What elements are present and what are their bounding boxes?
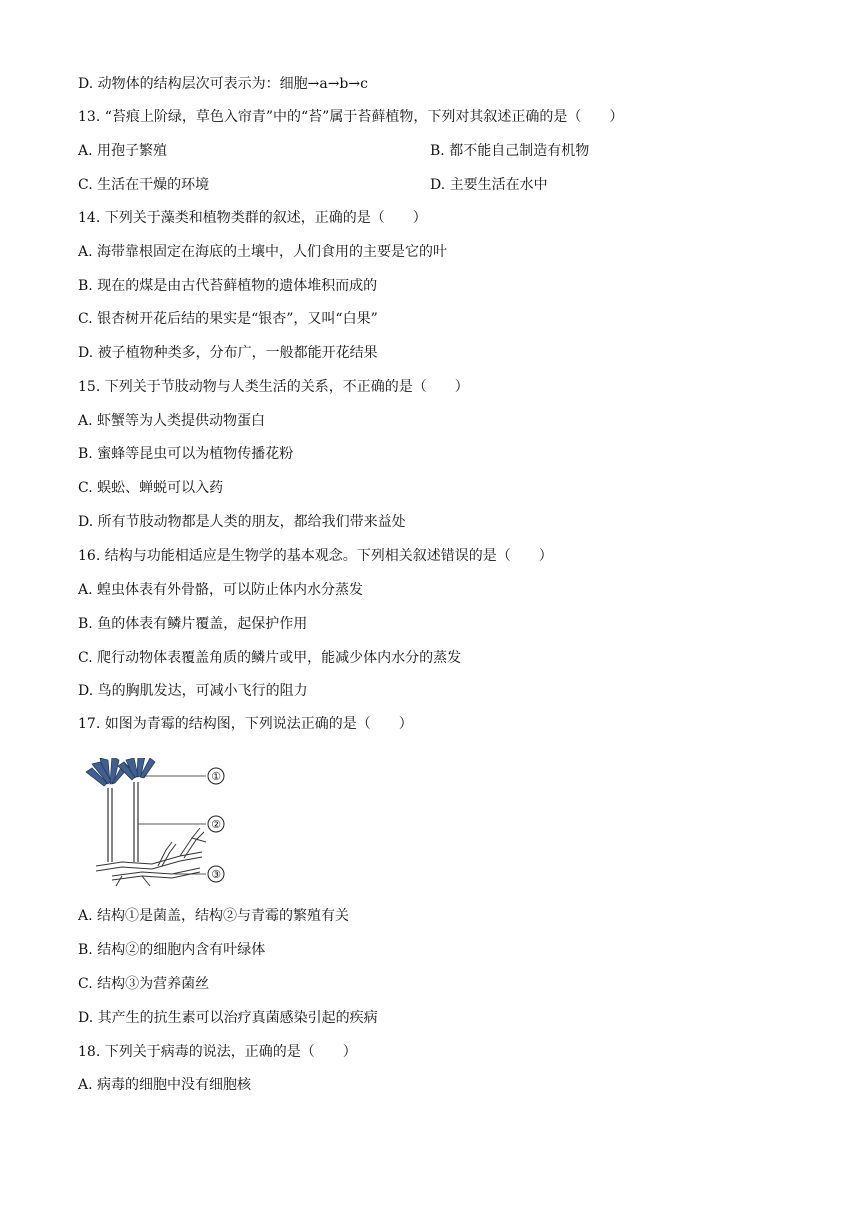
q15-option-c: C. 蜈蚣、蝉蜕可以入药 [78, 480, 224, 496]
q14-stem: 14. 下列关于藻类和植物类群的叙述，正确的是（ ） [78, 210, 427, 226]
conidiophore-stalks [108, 782, 138, 862]
penicillium-structure-figure [82, 758, 242, 890]
q16-option-b: B. 鱼的体表有鳞片覆盖，起保护作用 [78, 616, 308, 632]
q14-option-b: B. 现在的煤是由古代苔藓植物的遗体堆积而成的 [78, 278, 378, 294]
q13-option-a: A. 用孢子繁殖 [78, 143, 168, 159]
q18-option-a: A. 病毒的细胞中没有细胞核 [78, 1077, 252, 1093]
q16-option-c: C. 爬行动物体表覆盖角质的鳞片或甲，能减少体内水分的蒸发 [78, 650, 462, 666]
q17-option-a: A. 结构①是菌盖，结构②与青霉的繁殖有关 [78, 908, 350, 924]
conidia-tuft-left [86, 758, 129, 786]
q15-stem: 15. 下列关于节肢动物与人类生活的关系，不正确的是（ ） [78, 379, 469, 395]
q17-option-c: C. 结构③为营养菌丝 [78, 976, 210, 992]
q13-option-d: D. 主要生活在水中 [430, 177, 548, 193]
q16-option-a: A. 蝗虫体表有外骨骼，可以防止体内水分蒸发 [78, 582, 364, 598]
q14-option-c: C. 银杏树开花后结的果实是“银杏”，又叫“白果” [78, 311, 378, 327]
q13-stem: 13. “苔痕上阶绿，草色入帘青”中的“苔”属于苔藓植物，下列对其叙述正确的是（ ） [78, 109, 624, 125]
q17-option-b: B. 结构②的细胞内含有叶绿体 [78, 942, 266, 958]
figure-label-2: ② [211, 818, 221, 831]
q13-option-b: B. 都不能自己制造有机物 [430, 143, 590, 159]
q13-option-c: C. 生活在干燥的环境 [78, 177, 210, 193]
q17-option-d: D. 其产生的抗生素可以治疗真菌感染引起的疾病 [78, 1010, 378, 1026]
conidia-tuft-right [118, 758, 155, 780]
q16-option-d: D. 鸟的胸肌发达，可减小飞行的阻力 [78, 683, 308, 699]
q14-option-d: D. 被子植物种类多，分布广，一般都能开花结果 [78, 345, 378, 361]
figure-label-3: ③ [211, 868, 221, 881]
q15-option-a: A. 虾蟹等为人类提供动物蛋白 [78, 413, 266, 429]
q18-stem: 18. 下列关于病毒的说法，正确的是（ ） [78, 1044, 357, 1060]
q16-stem: 16. 结构与功能相适应是生物学的基本观念。下列相关叙述错误的是（ ） [78, 548, 553, 564]
figure-label-1: ① [211, 770, 221, 783]
q17-stem: 17. 如图为青霉的结构图，下列说法正确的是（ ） [78, 716, 413, 732]
q15-option-b: B. 蜜蜂等昆虫可以为植物传播花粉 [78, 446, 294, 462]
q12-option-d: D. 动物体的结构层次可表示为：细胞→a→b→c [78, 76, 368, 92]
q15-option-d: D. 所有节肢动物都是人类的朋友，都给我们带来益处 [78, 514, 406, 530]
label-leader-lines [138, 776, 206, 874]
q14-option-a: A. 海带靠根固定在海底的土壤中，人们食用的主要是它的叶 [78, 244, 448, 260]
